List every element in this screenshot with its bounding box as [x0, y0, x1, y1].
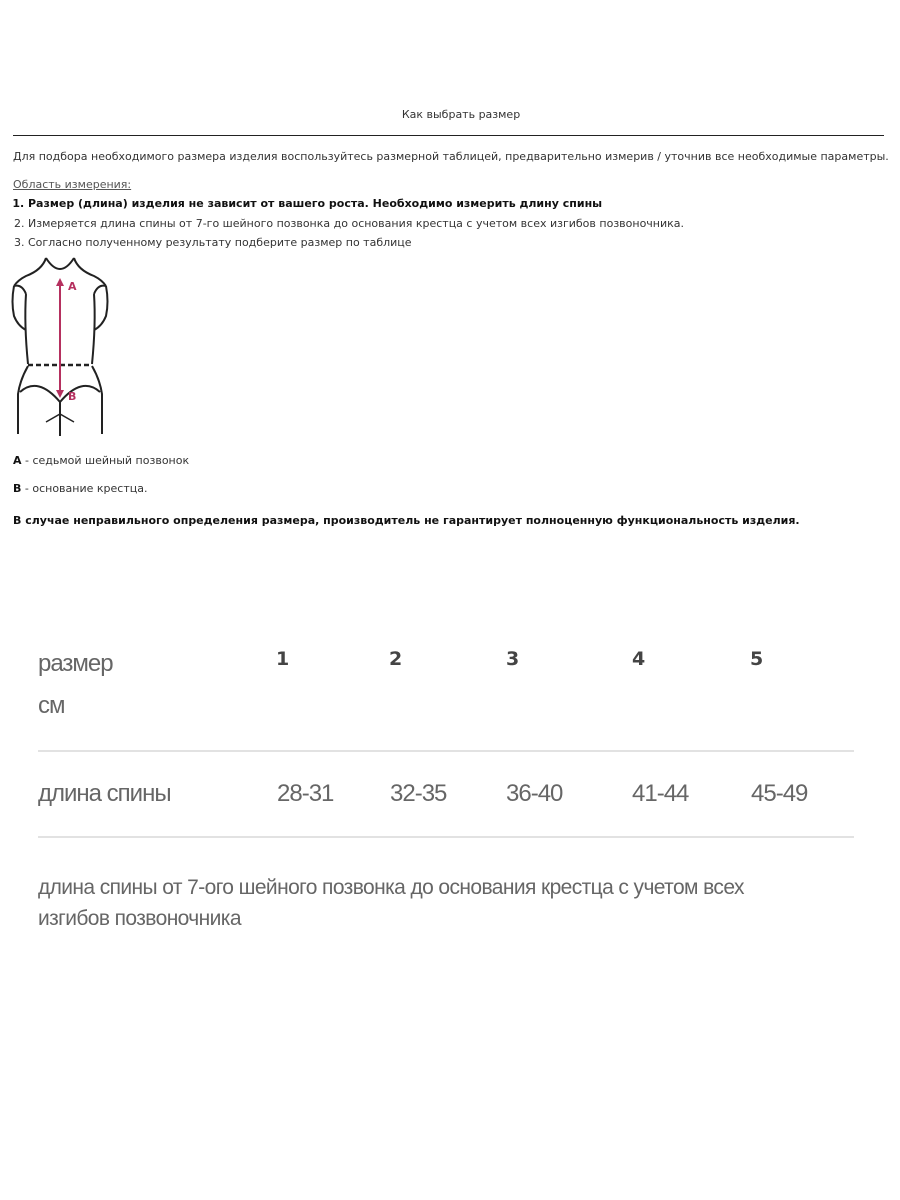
- table-header-label-2: см: [38, 692, 65, 719]
- legend-b-key: B: [13, 482, 22, 495]
- page-title: Как выбрать размер: [401, 108, 521, 121]
- step-item: 1. Размер (длина) изделия не зависит от вашего роста. Необходимо измерить длину спины: [28, 194, 684, 214]
- size-header-3: 3: [506, 648, 520, 670]
- legend-a-text: - седьмой шейный позвонок: [21, 454, 190, 467]
- legend-a-key: A: [13, 454, 22, 467]
- intro-text: Для подбора необходимого размера изделия воспользуйтесь размерной таблицей, предварительно измерив / уточнив все необходимые параметры.: [13, 150, 889, 163]
- table-header-label-1: размер: [38, 650, 113, 677]
- torso-back-measure-icon: [8, 254, 118, 439]
- measurement-steps: [13, 194, 684, 253]
- label-b: B: [68, 390, 77, 403]
- title-divider: [13, 135, 884, 136]
- size-header-1: 1: [276, 648, 290, 670]
- row-label: длина спины: [38, 780, 171, 807]
- warning-text: В случае неправильного определения размера, производитель не гарантирует полноценную функциональность изделия.: [13, 514, 800, 527]
- table-note: длина спины от 7-ого шейного позвонка до основания крестца с учетом всех изгибов позвоночника: [38, 876, 744, 930]
- size-value-5: 45-49: [751, 780, 808, 807]
- size-header-4: 4: [632, 648, 646, 670]
- size-value-2: 32-35: [390, 780, 447, 807]
- size-header-5: 5: [750, 648, 764, 670]
- legend-b: [13, 482, 147, 495]
- legend-b-text: - основание крестца.: [21, 482, 148, 495]
- size-value-4: 41-44: [632, 780, 689, 807]
- label-a: A: [68, 280, 77, 293]
- measurement-area-label: Область измерения:: [13, 178, 132, 191]
- table-divider: [38, 836, 854, 838]
- step-item: 3. Согласно полученному результату подберите размер по таблице: [28, 233, 684, 253]
- size-value-3: 36-40: [506, 780, 563, 807]
- size-header-2: 2: [389, 648, 403, 670]
- legend-a: [13, 454, 189, 467]
- table-divider: [38, 750, 854, 752]
- step-item: 2. Измеряется длина спины от 7-го шейного позвонка до основания крестца с учетом всех изгибов позвоночника.: [28, 214, 684, 234]
- size-value-1: 28-31: [277, 780, 334, 807]
